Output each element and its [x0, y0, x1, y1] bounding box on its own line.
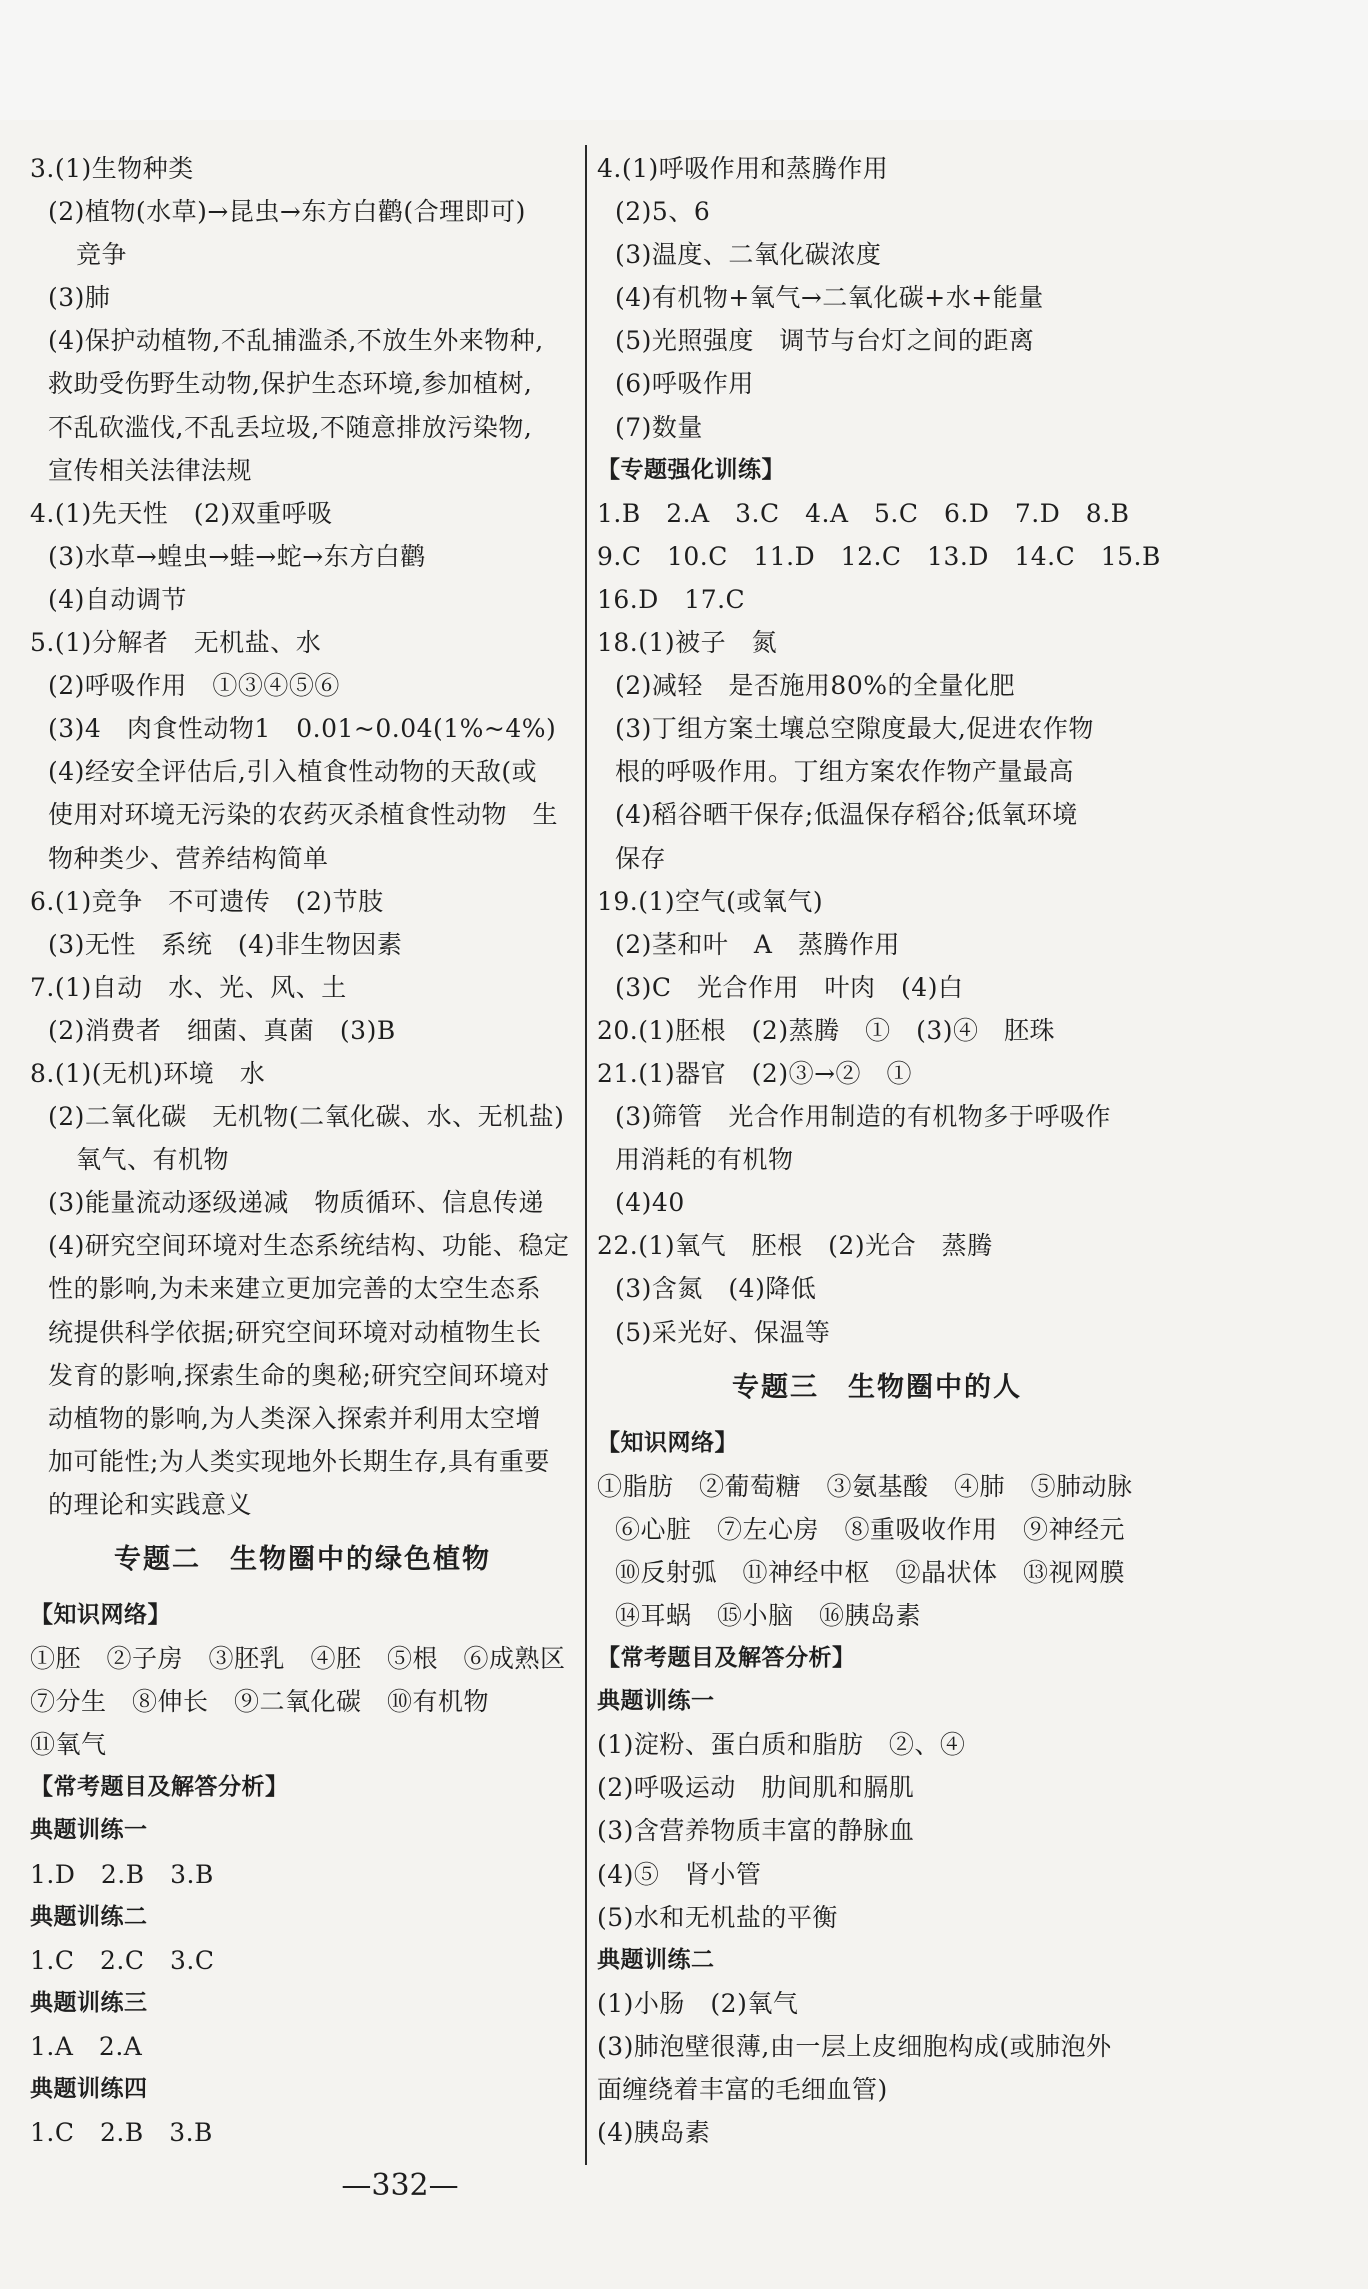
answer-line: 氧气、有机物: [76, 1145, 230, 1175]
answer-line: 宣传相关法律法规: [48, 455, 253, 485]
answer-line: ①脂肪 ②葡萄糖 ③氨基酸 ④肺 ⑤肺动脉: [597, 1471, 1133, 1501]
answer-line: 4.(1)先天性 (2)双重呼吸: [30, 498, 333, 528]
answer-line: (3)4 肉食性动物1 0.01~0.04(1%~4%): [48, 714, 557, 744]
answer-line: ⑦分生 ⑧伸长 ⑨二氧化碳 ⑩有机物: [30, 1687, 490, 1717]
answer-line: 7.(1)自动 水、光、风、土: [30, 972, 347, 1002]
right-answer-list: [597, 147, 1161, 1354]
page-number: —332—: [341, 2168, 459, 2203]
answer-line: (3)温度、二氧化碳浓度: [615, 240, 882, 270]
answer-line: (2)呼吸运动 肋间肌和膈肌: [597, 1773, 915, 1803]
answer-line: ⑥心脏 ⑦左心房 ⑧重吸收作用 ⑨神经元: [615, 1514, 1126, 1544]
section-label: 典题训练一: [597, 1688, 715, 1715]
answer-line: 救助受伤野生动物,保护生态环境,参加植树,: [48, 369, 533, 399]
answer-line: (3)C 光合作用 叶肉 (4)白: [615, 972, 964, 1002]
answer-line: (2)消费者 细菌、真菌 (3)B: [48, 1015, 396, 1045]
answer-line: 不乱砍滥伐,不乱丢垃圾,不随意排放污染物,: [48, 412, 533, 442]
answer-line: (3)含营养物质丰富的静脉血: [597, 1816, 915, 1846]
answer-line: (2)5、6: [615, 197, 711, 227]
section-heading-topic-3: 专题三 生物圈中的人: [732, 1371, 1022, 1403]
answer-line: 面缠绕着丰富的毛细血管): [597, 2075, 888, 2105]
answer-line: 根的呼吸作用。丁组方案农作物产量最高: [615, 757, 1075, 787]
answer-line: (3)肺: [48, 283, 111, 313]
right-column: [597, 147, 1161, 2154]
answer-line: 保存: [615, 843, 667, 873]
section-label: 【常考题目及解答分析】: [597, 1645, 856, 1672]
section-label: 典题训练二: [30, 1903, 148, 1930]
section-label: 【专题强化训练】: [597, 456, 785, 483]
answer-line: ⑪氧气: [30, 1730, 107, 1760]
left-answer-list: [30, 147, 575, 1526]
answer-line: 动植物的影响,为人类深入探索并利用太空增: [48, 1403, 541, 1433]
answer-line: (1)淀粉、蛋白质和脂肪 ②、④: [597, 1730, 966, 1760]
answer-line: 1.A 2.A: [30, 2031, 143, 2061]
answer-line: (4)40: [615, 1188, 685, 1218]
answer-line: 1.C 2.C 3.C: [30, 1945, 215, 1975]
answer-line: 发育的影响,探索生命的奥秘;研究空间环境对: [48, 1360, 550, 1390]
answer-line: 加可能性;为人类实现地外长期生存,具有重要: [48, 1446, 550, 1476]
section-label: 【知识网络】: [597, 1429, 738, 1456]
answer-line: (4)胰岛素: [597, 2118, 711, 2148]
section-label: 典题训练四: [30, 2076, 148, 2103]
answer-line: 的理论和实践意义: [48, 1489, 253, 1519]
answer-line: (3)含氮 (4)降低: [615, 1274, 817, 1304]
answer-line: (5)光照强度 调节与台灯之间的距离: [615, 326, 1035, 356]
answer-line: (7)数量: [615, 412, 703, 442]
answer-line: (1)小肠 (2)氧气: [597, 1988, 799, 2018]
answer-line: 6.(1)竞争 不可遗传 (2)节肢: [30, 886, 384, 916]
answer-line: ⑭耳蜗 ⑮小脑 ⑯胰岛素: [615, 1601, 922, 1630]
answer-line: (4)研究空间环境对生态系统结构、功能、稳定: [48, 1231, 570, 1261]
answer-line: 1.C 2.B 3.B: [30, 2118, 213, 2148]
answer-line: 物种类少、营养结构简单: [48, 843, 329, 873]
answer-line: 1.D 2.B 3.B: [30, 1859, 214, 1889]
answer-line: (4)有机物+氧气→二氧化碳+水+能量: [615, 283, 1044, 313]
answer-line: 4.(1)呼吸作用和蒸腾作用: [597, 154, 889, 183]
answer-line: 18.(1)被子 氮: [597, 628, 778, 658]
answer-line: (2)二氧化碳 无机物(二氧化碳、水、无机盐): [48, 1102, 565, 1132]
answer-line: 1.B 2.A 3.C 4.A 5.C 6.D 7.D 8.B: [597, 498, 1130, 528]
answer-line: 用消耗的有机物: [615, 1145, 794, 1175]
answer-line: (2)减轻 是否施用80%的全量化肥: [615, 671, 1015, 701]
answer-line: 8.(1)(无机)环境 水: [30, 1058, 266, 1088]
answer-line: 20.(1)胚根 (2)蒸腾 ① (3)④ 胚珠: [597, 1015, 1055, 1045]
answer-line: (4)经安全评估后,引入植食性动物的天敌(或: [48, 757, 538, 787]
answer-line: (5)采光好、保温等: [615, 1317, 831, 1347]
section-label: 【知识网络】: [30, 1602, 171, 1628]
answer-line: (2)茎和叶 A 蒸腾作用: [615, 929, 900, 959]
left-column: [30, 147, 575, 2154]
answer-line: (2)植物(水草)→昆虫→东方白鹳(合理即可): [48, 197, 526, 227]
answer-line: (4)⑤ 肾小管: [597, 1859, 762, 1889]
answer-line: 统提供科学依据;研究空间环境对动植物生长: [48, 1317, 542, 1347]
answer-line: (2)呼吸作用 ①③④⑤⑥: [48, 671, 340, 701]
section-heading-topic-2: 专题二 生物圈中的绿色植物: [114, 1544, 491, 1575]
right-answer-list-2: [597, 1422, 1157, 2155]
answer-line: (3)肺泡壁很薄,由一层上皮细胞构成(或肺泡外: [597, 2031, 1112, 2061]
answer-line: (4)稻谷晒干保存;低温保存稻谷;低氧环境: [615, 800, 1078, 830]
answer-line: ⑩反射弧 ⑪神经中枢 ⑫晶状体 ⑬视网膜: [615, 1557, 1126, 1587]
answer-line: (3)水草→蝗虫→蛙→蛇→东方白鹳: [48, 541, 426, 571]
section-label: 典题训练三: [30, 1989, 148, 2016]
answer-line: (4)自动调节: [48, 584, 187, 614]
section-label: 典题训练二: [597, 1946, 715, 1973]
answer-line: (4)保护动植物,不乱捕滥杀,不放生外来物种,: [48, 326, 544, 356]
answer-line: (3)筛管 光合作用制造的有机物多于呼吸作: [615, 1102, 1111, 1132]
answer-line: 性的影响,为未来建立更加完善的太空生态系: [48, 1274, 541, 1304]
answer-line: (6)呼吸作用: [615, 369, 754, 399]
answer-line: 使用对环境无污染的农药灭杀植食性动物 生: [48, 800, 559, 830]
column-divider: [585, 145, 587, 2165]
answer-line: (3)能量流动逐级递减 物质循环、信息传递: [48, 1188, 544, 1218]
answer-line: 9.C 10.C 11.D 12.C 13.D 14.C 15.B: [597, 541, 1161, 571]
section-label: 典题训练一: [30, 1817, 148, 1844]
answer-line: 3.(1)生物种类: [30, 154, 194, 183]
section-label: 【常考题目及解答分析】: [30, 1774, 289, 1801]
answer-line: (3)无性 系统 (4)非生物因素: [48, 929, 403, 959]
answer-line: 22.(1)氧气 胚根 (2)光合 蒸腾: [597, 1231, 993, 1261]
answer-line: (5)水和无机盐的平衡: [597, 1902, 838, 1932]
answer-line: (3)丁组方案土壤总空隙度最大,促进农作物: [615, 714, 1094, 744]
answer-line: 21.(1)器官 (2)③→② ①: [597, 1058, 913, 1088]
answer-line: 5.(1)分解者 无机盐、水: [30, 628, 322, 658]
answer-line: ①胚 ②子房 ③胚乳 ④胚 ⑤根 ⑥成熟区: [30, 1644, 566, 1674]
left-answer-list-2: [30, 1594, 575, 2154]
page-top-margin: [0, 0, 1368, 120]
answer-line: 16.D 17.C: [597, 584, 746, 614]
answer-line: 竞争: [76, 240, 128, 270]
answer-line: 19.(1)空气(或氧气): [597, 886, 824, 916]
